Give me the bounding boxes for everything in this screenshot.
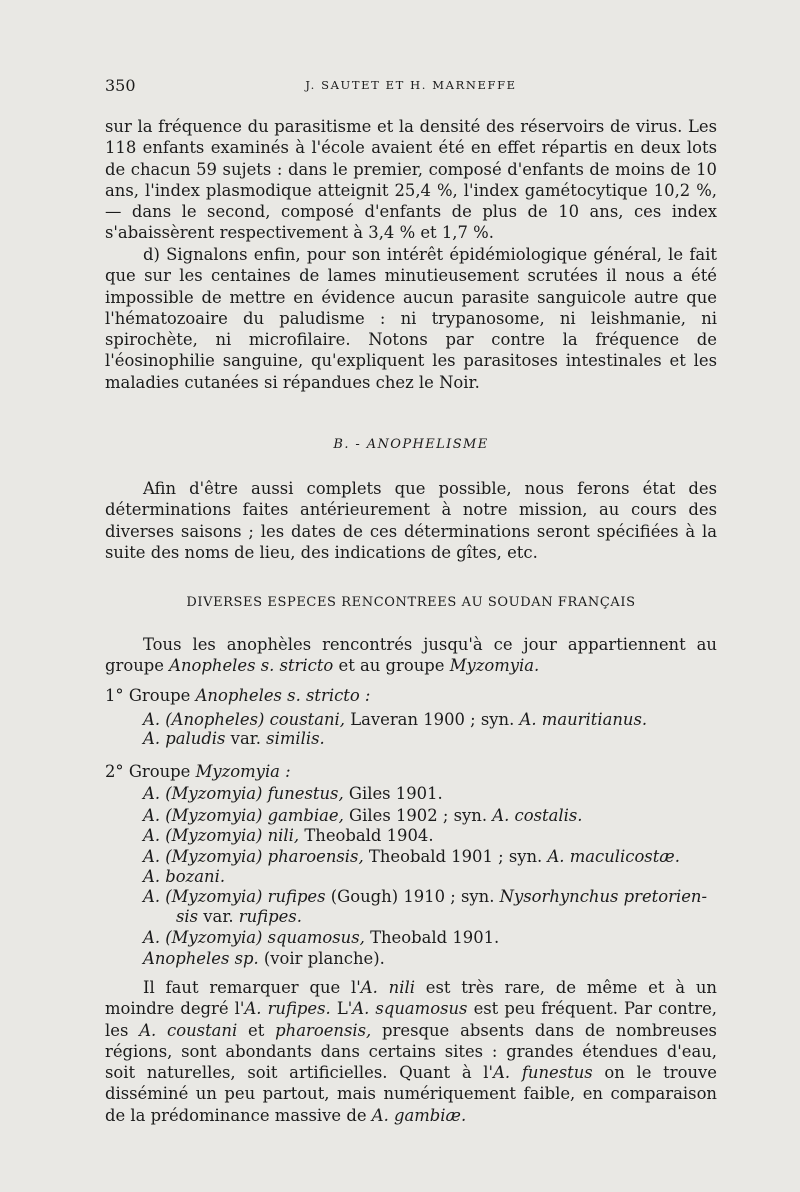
species-item: A. (Myzomyia) squamosus, Theobald 1901. [143, 928, 500, 947]
species-item: A. (Myzomyia) gambiae, Giles 1902 ; syn. A. costalis. [143, 806, 583, 825]
species-item-continuation: sis var. rufipes. [176, 907, 302, 926]
paragraph-determinations: Afin d'être aussi complets que possible, nous ferons état des déterminations faites antérieurement à notre mission, au cours des diverses saisons ; les dates de ces déterminations seront spécifiées à la suite des noms de lieu, des indications de gîtes, etc. [105, 479, 717, 562]
section-letter: B. - [333, 437, 367, 452]
group-1-title: 1° Groupe Anopheles s. stricto : [105, 686, 371, 705]
paragraph-blood-parasites: d) Signalons enfin, pour son intérêt épidémiologique général, le fait que sur les centaines de lames minutieusement scrutées il nous a été impossible de mettre en évidence aucun parasite sanguicole autre que l'hématozoaire du paludisme : ni trypanosome, ni leishmanie, ni spirochète, ni microfilaire. Notons par contre la fréquence de l'éosinophilie sanguine, qu'expliquent les parasitoses intestinales et les maladies cutanées si répandues chez le Noir. [105, 245, 717, 392]
species-item: A. (Anopheles) coustani, Laveran 1900 ; syn. A. mauritianus. [143, 710, 648, 729]
species-item: A. bozani. [143, 867, 226, 886]
species-item: A. (Myzomyia) nili, Theobald 1904. [143, 826, 434, 845]
heading-species-list: DIVERSES ESPECES RENCONTREES AU SOUDAN FRANÇAIS [186, 595, 636, 610]
species-item: Anopheles sp. (voir planche). [143, 949, 385, 968]
group-2-title: 2° Groupe Myzomyia : [105, 762, 291, 781]
paragraph-groups: Tous les anophèles rencontrés jusqu'à ce jour appartiennent au groupe Anopheles s. stricto et au groupe Myzomyia. [105, 635, 717, 676]
species-item: A. (Myzomyia) rufipes (Gough) 1910 ; syn. Nysorhynchus pretorien- [143, 887, 707, 906]
species-item: A. (Myzomyia) funestus, Giles 1901. [143, 784, 443, 803]
page-header [105, 76, 717, 98]
page-number: 350 [105, 76, 136, 95]
paragraph-index-results: sur la fréquence du parasitisme et la densité des réservoirs de virus. Les 118 enfants examinés à l'école avaient été en effet répartis en deux lots de chacun 59 sujets : dans le premier, composé d'enfants de moins de 10 ans, l'index plasmodique atteignit 25,4 %, l'index gamétocytique 10,2 %, — dans le second, composé d'enfants de plus de 10 ans, ces index s'abaissèrent respectivement à 3,4 % et 1,7 %. [105, 117, 717, 243]
species-item: A. (Myzomyia) pharoensis, Theobald 1901 ; syn. A. maculicostæ. [143, 847, 680, 866]
paragraph-species-frequency: Il faut remarquer que l'A. nili est très rare, de même et à un moindre degré l'A. rufipes. L'A. squamosus est peu fréquent. Par contre, les A. coustani et pharoensis, presque absents dans de nombreuses régions, sont abondants dans certains sites : grandes étendues d'eau, soit naturelles, soit artificielles. Quant à l'A. funestus on le trouve disséminé un peu partout, mais numériquement faible, en comparaison de la prédominance massive de A. gambiæ. [105, 978, 718, 1125]
species-item: A. paludis var. similis. [143, 729, 325, 748]
section-heading-anophelisme [105, 437, 717, 452]
running-title: J. SAUTET ET H. MARNEFFE [305, 78, 517, 92]
section-title: ANOPHELISME [366, 437, 489, 452]
